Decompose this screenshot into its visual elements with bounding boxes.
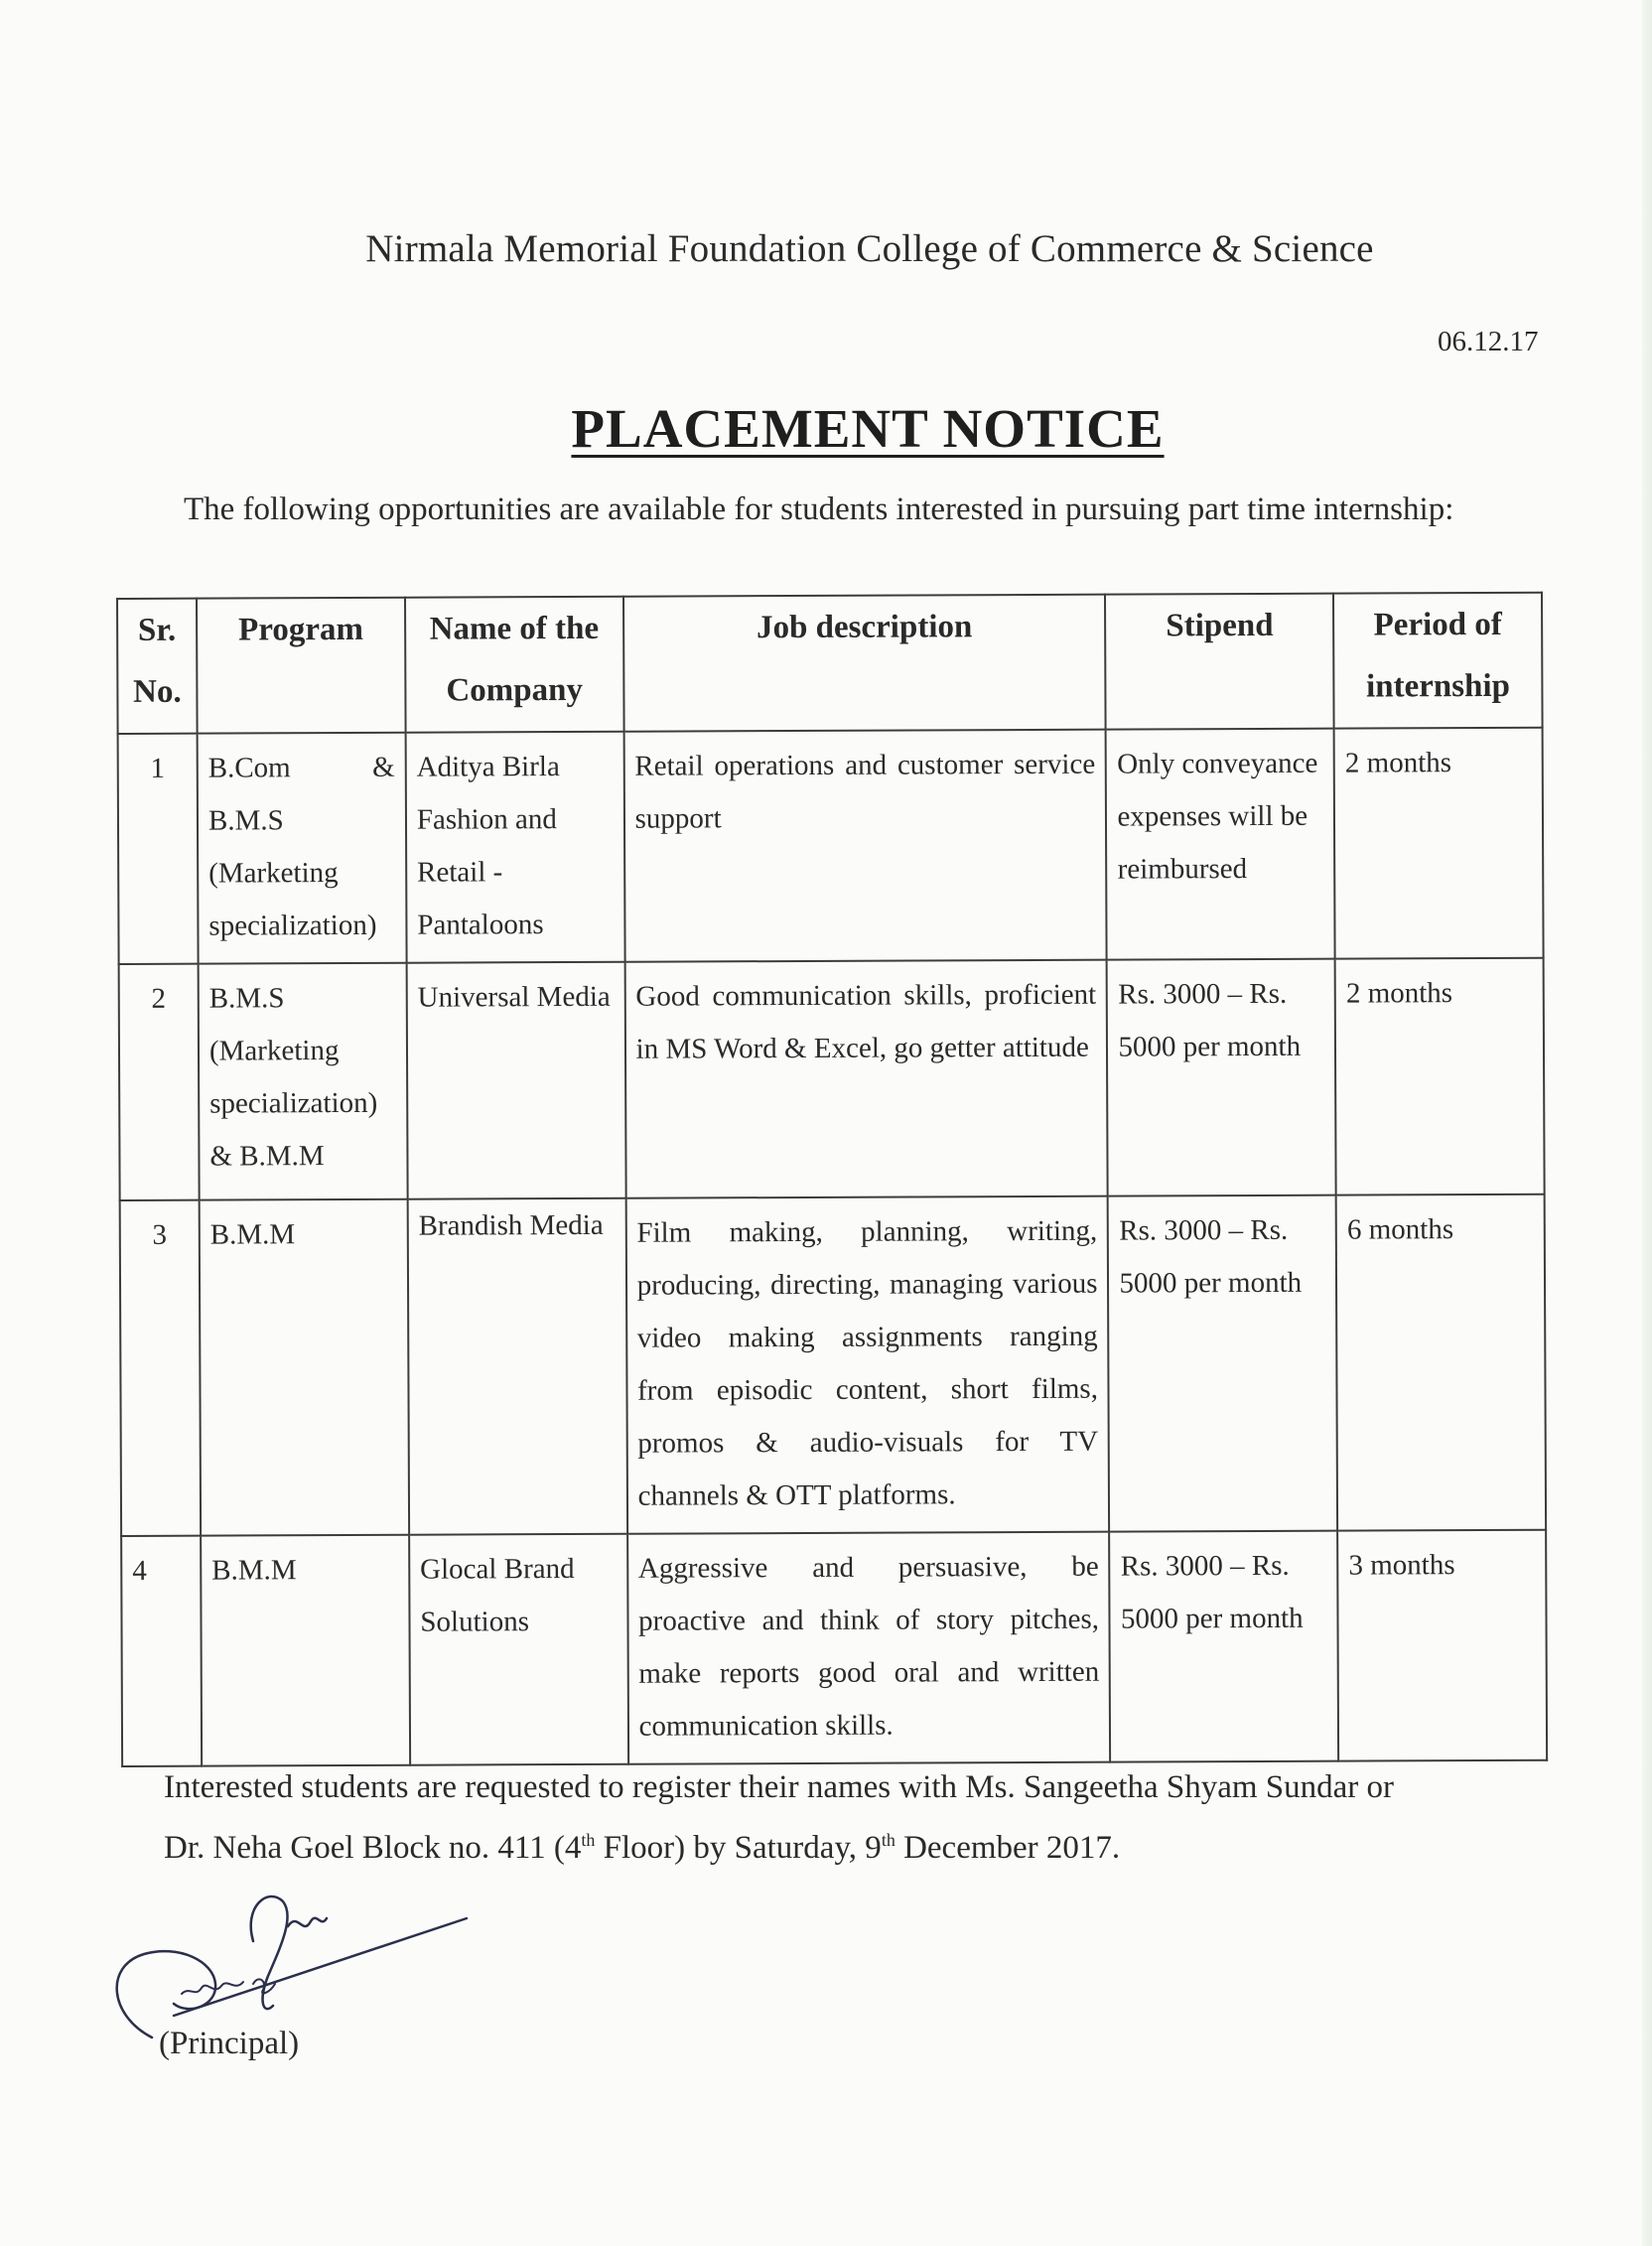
scan-edge [1642, 0, 1652, 2246]
table-row [120, 1194, 1546, 1536]
cell-program: B.Com & B.M.S (Marketing specialization) [198, 733, 407, 964]
closing-line-1: Interested students are requested to register their names with Ms. Sangeetha Shyam Sundar or [164, 1769, 1394, 1805]
college-name: Nirmala Memorial Foundation College of Commerce & Science [365, 227, 1374, 270]
cell-company: Aditya Birla Fashion and Retail - Pantaloons [405, 732, 624, 963]
cell-company: Brandish Media [408, 1198, 627, 1535]
header-company: Name of the Company [405, 597, 623, 733]
table-row [118, 728, 1544, 964]
header-stipend: Stipend [1105, 594, 1333, 730]
header-sr-no: Sr. No. [117, 599, 198, 734]
cell-period: 2 months [1335, 958, 1545, 1195]
principal-label: (Principal) [159, 2026, 300, 2061]
cell-program: B.M.M [200, 1199, 409, 1536]
cell-sr: 1 [118, 734, 199, 964]
cell-sr: 3 [120, 1200, 201, 1536]
closing-line-2: Dr. Neha Goel Block no. 411 (4th Floor) by Saturday, 9th December 2017. [164, 1830, 1121, 1866]
page-title-text: PLACEMENT NOTICE [571, 398, 1165, 459]
closing-paragraph [164, 1757, 1564, 1879]
cell-job-description: Retail operations and customer service support [623, 730, 1107, 962]
cell-stipend: Rs. 3000 – Rs. 5000 per month [1107, 959, 1336, 1196]
intro-text: The following opportunities are available for students interested in pursuing part time internship: [184, 491, 1454, 527]
cell-company: Glocal Brand Solutions [409, 1534, 628, 1765]
header-program: Program [197, 598, 406, 734]
cell-stipend: Rs. 3000 – Rs. 5000 per month [1108, 1195, 1337, 1532]
cell-job-description: Film making, planning, writing, producing, directing, managing various video making assignments ranging from episodic content, short films, promos & audio-visuals for TV channels & OTT platforms. [625, 1196, 1109, 1534]
cell-stipend: Rs. 3000 – Rs. 5000 per month [1110, 1531, 1339, 1762]
table-row [121, 1530, 1547, 1766]
cell-period: 6 months [1336, 1194, 1546, 1531]
cell-stipend: Only conveyance expenses will be reimbursed [1106, 729, 1335, 960]
header-period: Period of internship [1333, 593, 1542, 729]
cell-job-description: Good communication skills, proficient in MS Word & Excel, go getter attitude [624, 960, 1108, 1198]
cell-company: Universal Media [406, 962, 625, 1199]
cell-program: B.M.S (Marketing specialization) & B.M.M [199, 963, 408, 1200]
cell-sr: 4 [121, 1536, 202, 1766]
cell-job-description: Aggressive and persuasive, be proactive and think of story pitches, make reports good oral and written communication skills. [627, 1532, 1111, 1764]
placement-table [116, 592, 1548, 1767]
notice-date: 06.12.17 [1438, 326, 1539, 357]
page-title [0, 397, 1652, 460]
header-job-description: Job description [623, 595, 1106, 732]
cell-sr: 2 [119, 964, 200, 1200]
cell-period: 2 months [1334, 728, 1544, 959]
cell-period: 3 months [1337, 1530, 1547, 1761]
table-row [119, 958, 1545, 1200]
table-header-row [117, 593, 1543, 734]
cell-program: B.M.M [201, 1535, 410, 1766]
